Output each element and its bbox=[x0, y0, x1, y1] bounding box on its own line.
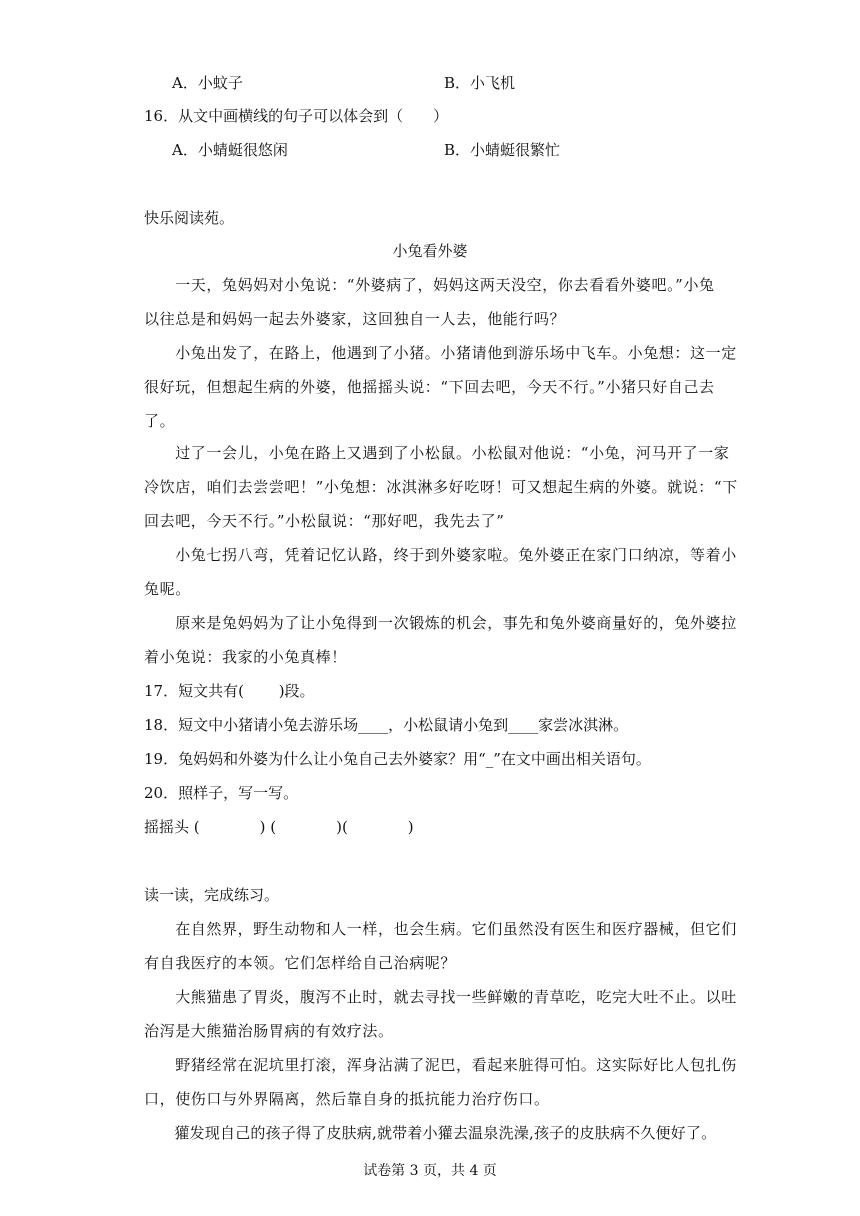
page-footer: 试卷第 3 页，共 4 页 bbox=[363, 1163, 497, 1179]
story-line: 原来是兔妈妈为了让小兔得到一次锻炼的机会，事先和兔外婆商量好的，兔外婆拉 bbox=[144, 614, 737, 632]
section2-heading: 快乐阅读苑。 bbox=[144, 209, 235, 227]
story-line: 以往总是和妈妈一起去外婆家，这回独自一人去，他能行吗？ bbox=[144, 310, 566, 328]
story-line: 着小兔说：我家的小兔真棒！ bbox=[144, 648, 347, 666]
q16-question: 16．从文中画横线的句子可以体会到（ ） bbox=[144, 107, 449, 125]
q17-question: 17．短文共有( )段。 bbox=[144, 682, 315, 700]
story-line: 过了一会儿，小兔在路上又遇到了小松鼠。小松鼠对他说：“小兔，河马开了一家 bbox=[144, 444, 730, 462]
passage-line: 在自然界，野生动物和人一样，也会生病。它们虽然没有医生和医疗器械，但它们 bbox=[144, 920, 737, 938]
passage-line: 大熊猫患了胃炎，腹泻不止时，就去寻找一些鲜嫩的青草吃，吃完大吐不止。以吐 bbox=[144, 988, 737, 1006]
q15-option-a: A．小蚊子 bbox=[172, 74, 243, 92]
passage-line: 口，使伤口与外界隔离，然后靠自身的抵抗能力治疗伤口。 bbox=[144, 1090, 550, 1108]
story-line: 了。 bbox=[144, 412, 176, 430]
story-line: 兔呢。 bbox=[144, 580, 191, 598]
story-line: 回去吧，今天不行。”小松鼠说：“那好吧，我先去了” bbox=[144, 512, 505, 530]
q18-question: 18．短文中小猪请小兔去游乐场____，小松鼠请小兔到____家尝冰淇淋。 bbox=[144, 716, 629, 734]
q16-option-b: B．小蜻蜓很繁忙 bbox=[444, 141, 561, 159]
q16-option-a: A．小蜻蜓很悠闲 bbox=[172, 141, 288, 159]
story-line: 很好玩，但想起生病的外婆，他摇摇头说：“下回去吧，今天不行。”小猪只好自己去 bbox=[144, 378, 715, 396]
passage-line: 治泻是大熊猫治肠胃病的有效疗法。 bbox=[144, 1022, 394, 1040]
story-line: 小兔出发了，在路上，他遇到了小猪。小猪请他到游乐场中飞车。小兔想：这一定 bbox=[144, 344, 737, 362]
passage-line: 獾发现自己的孩子得了皮肤病,就带着小獾去温泉洗澡,孩子的皮肤病不久便好了。 bbox=[144, 1124, 717, 1142]
passage-line: 野猪经常在泥坑里打滚，浑身沾满了泥巴，看起来脏得可怕。这实际好比人包扎伤 bbox=[144, 1056, 737, 1074]
q15-option-b: B．小飞机 bbox=[444, 74, 516, 92]
q20-example: 摇摇头 ( ) ( )( ) bbox=[144, 818, 414, 836]
story-line: 一天，兔妈妈对小兔说：“外婆病了，妈妈这两天没空，你去看看外婆吧。”小兔 bbox=[144, 276, 715, 294]
section3-heading: 读一读，完成练习。 bbox=[144, 886, 280, 904]
story-line: 小兔七拐八弯，凭着记忆认路，终于到外婆家啦。兔外婆正在家门口纳凉，等着小 bbox=[144, 546, 737, 564]
q19-question: 19．兔妈妈和外婆为什么让小兔自己去外婆家？用“_”在文中画出相关语句。 bbox=[144, 750, 651, 768]
story-line: 冷饮店，咱们去尝尝吧！”小兔想：冰淇淋多好吃呀！可又想起生病的外婆。就说：“下 bbox=[144, 478, 738, 496]
story-title: 小兔看外婆 bbox=[392, 242, 468, 260]
q20-question: 20．照样子，写一写。 bbox=[144, 784, 299, 802]
passage-line: 有自我医疗的本领。它们怎样给自己治病呢？ bbox=[144, 954, 457, 972]
